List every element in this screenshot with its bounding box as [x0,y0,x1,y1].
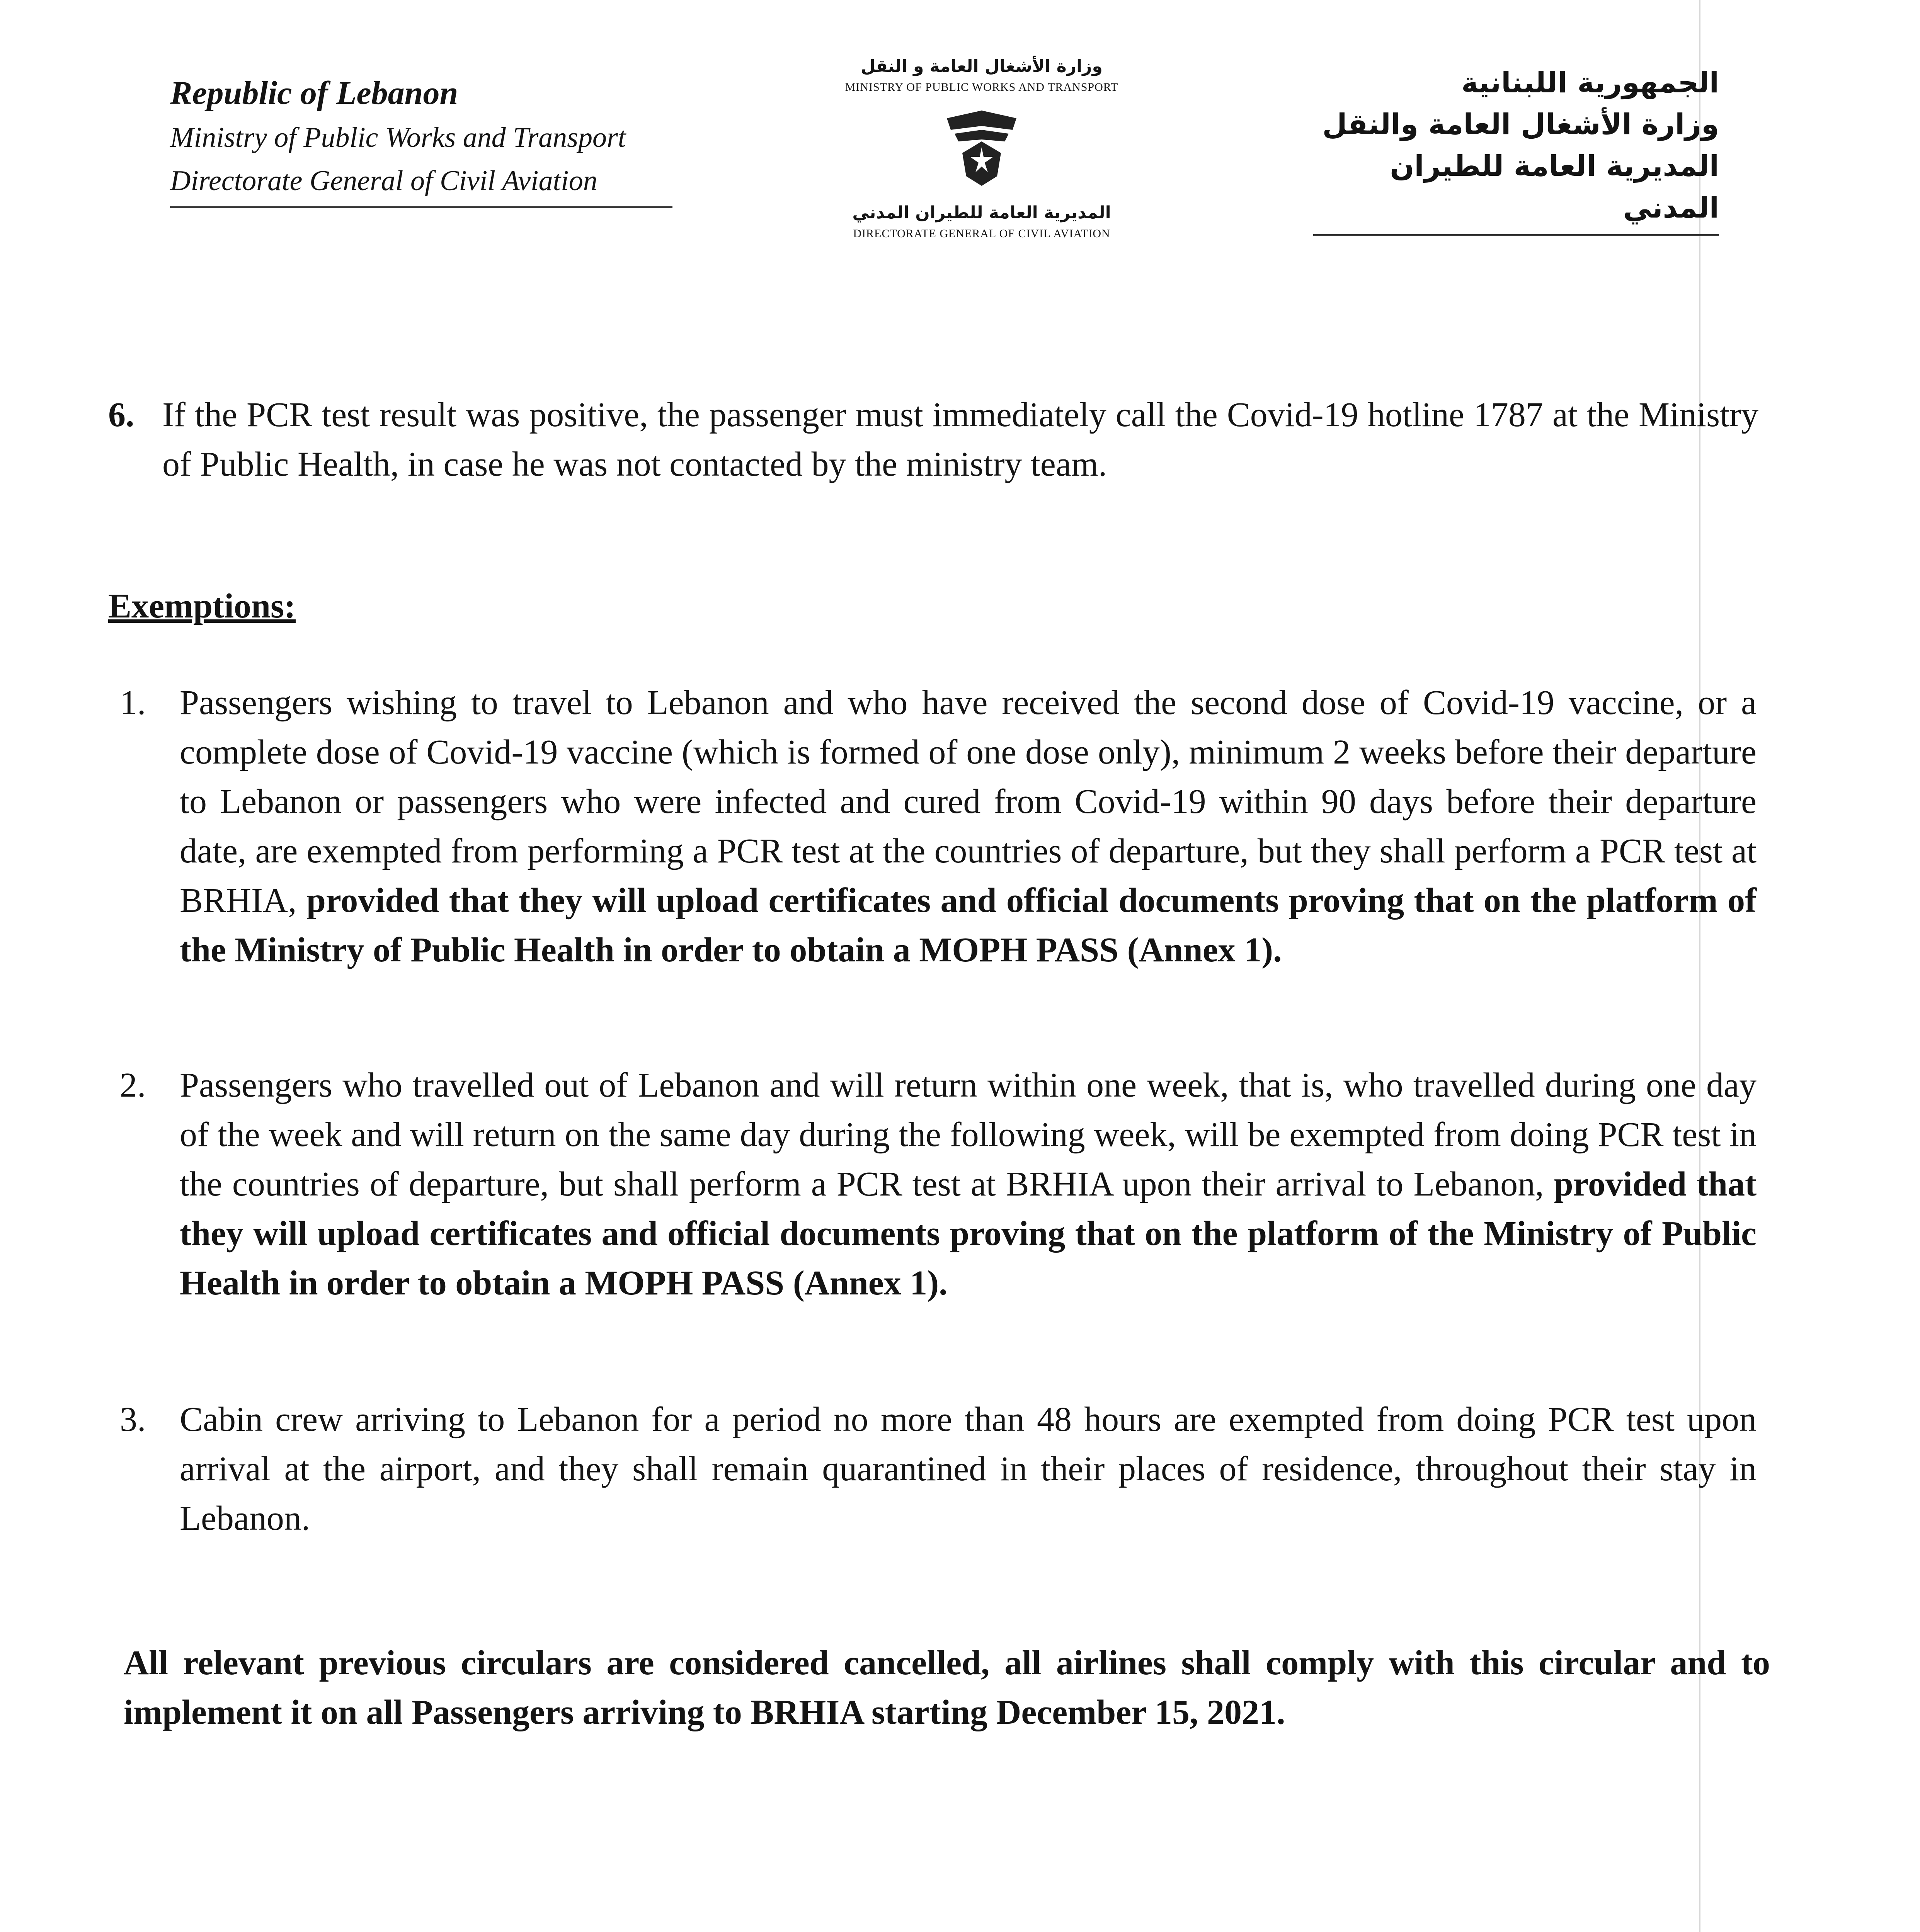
exemption-2-number: 2. [120,1066,146,1104]
letterhead-center-ministry-en: MINISTRY OF PUBLIC WORKS AND TRANSPORT [845,81,1118,94]
letterhead-center [804,54,1159,242]
exemption-1-condition: provided that they will upload certificates and official documents proving that on the platform of the Ministry of Public Health in order to obtain a MOPH PASS (Annex 1). [180,881,1757,969]
letterhead-ministry: Ministry of Public Works and Transport [170,122,626,153]
letterhead-country-ar: الجمهورية اللبنانية [1461,66,1719,99]
letterhead-country: Republic of Lebanon [170,74,458,111]
exemption-2-condition: provided that they will upload certificates and official documents proving that on the platform of the Ministry of Public Health in order to obtain a MOPH PASS (Annex 1). [180,1165,1757,1302]
letterhead-right [1286,62,1719,236]
letterhead-directorate-ar: المديرية العامة للطيران المدني [1390,150,1719,224]
exemption-1-body: Passengers wishing to travel to Lebanon and who have received the second dose of Covid-19 vaccine, or a complete dose of Covid-19 vaccine (which is formed of one dose only), minimum 2 weeks before their departure to Lebanon or passengers who were infected and cured from Covid-19 within 90 days before their departure date, are exempted from performing a PCR test at the countries of departure, but they shall perform a PCR test at BRHIA, [180,684,1757,920]
letterhead-rule [170,206,672,208]
exemption-3-number: 3. [120,1400,146,1439]
point-6-text: If the PCR test result was positive, the passenger must immediately call the Covid-19 hotline 1787 at the Ministry of Public Health, in case he was not contacted by the ministry team. [162,396,1758,483]
exemption-2-text [180,1061,1757,1308]
letterhead-left [170,70,703,208]
letterhead-directorate: Directorate General of Civil Aviation [170,165,597,197]
letterhead-center-directorate-en: DIRECTORATE GENERAL OF CIVIL AVIATION [853,227,1110,240]
letterhead-ministry-ar: وزارة الأشغال العامة والنقل [1322,108,1719,141]
exemption-3-text [180,1395,1757,1543]
exemption-1-number: 1. [120,684,146,722]
letterhead-center-directorate-ar: المديرية العامة للطيران المدني [852,203,1111,223]
exemptions-heading: Exemptions: [108,587,296,625]
closing-statement: All relevant previous circulars are considered cancelled, all airlines shall comply with this circular and to implement it on all Passengers arriving to BRHIA starting December 15, 2021. [124,1644,1770,1731]
letterhead-right-rule [1313,234,1719,236]
exemption-1-text [180,678,1757,975]
exemption-3-body: Cabin crew arriving to Lebanon for a period no more than 48 hours are exempted from doing PCR test upon arrival at the airport, and they shall remain quarantined in their places of residence, throughout their stay in Lebanon. [180,1400,1757,1537]
aviation-emblem-icon [939,103,1024,192]
point-6-number: 6. [108,396,134,434]
letterhead-center-ministry-ar: وزارة الأشغال العامة و النقل [861,56,1103,76]
exemption-2-body: Passengers who travelled out of Lebanon and will return within one week, that is, who travelled during one day of the week and will return on the same day during the following week, will be exempted from doing PCR test in the countries of departure, but shall perform a PCR test at BRHIA upon their arrival to Lebanon, [180,1066,1757,1203]
